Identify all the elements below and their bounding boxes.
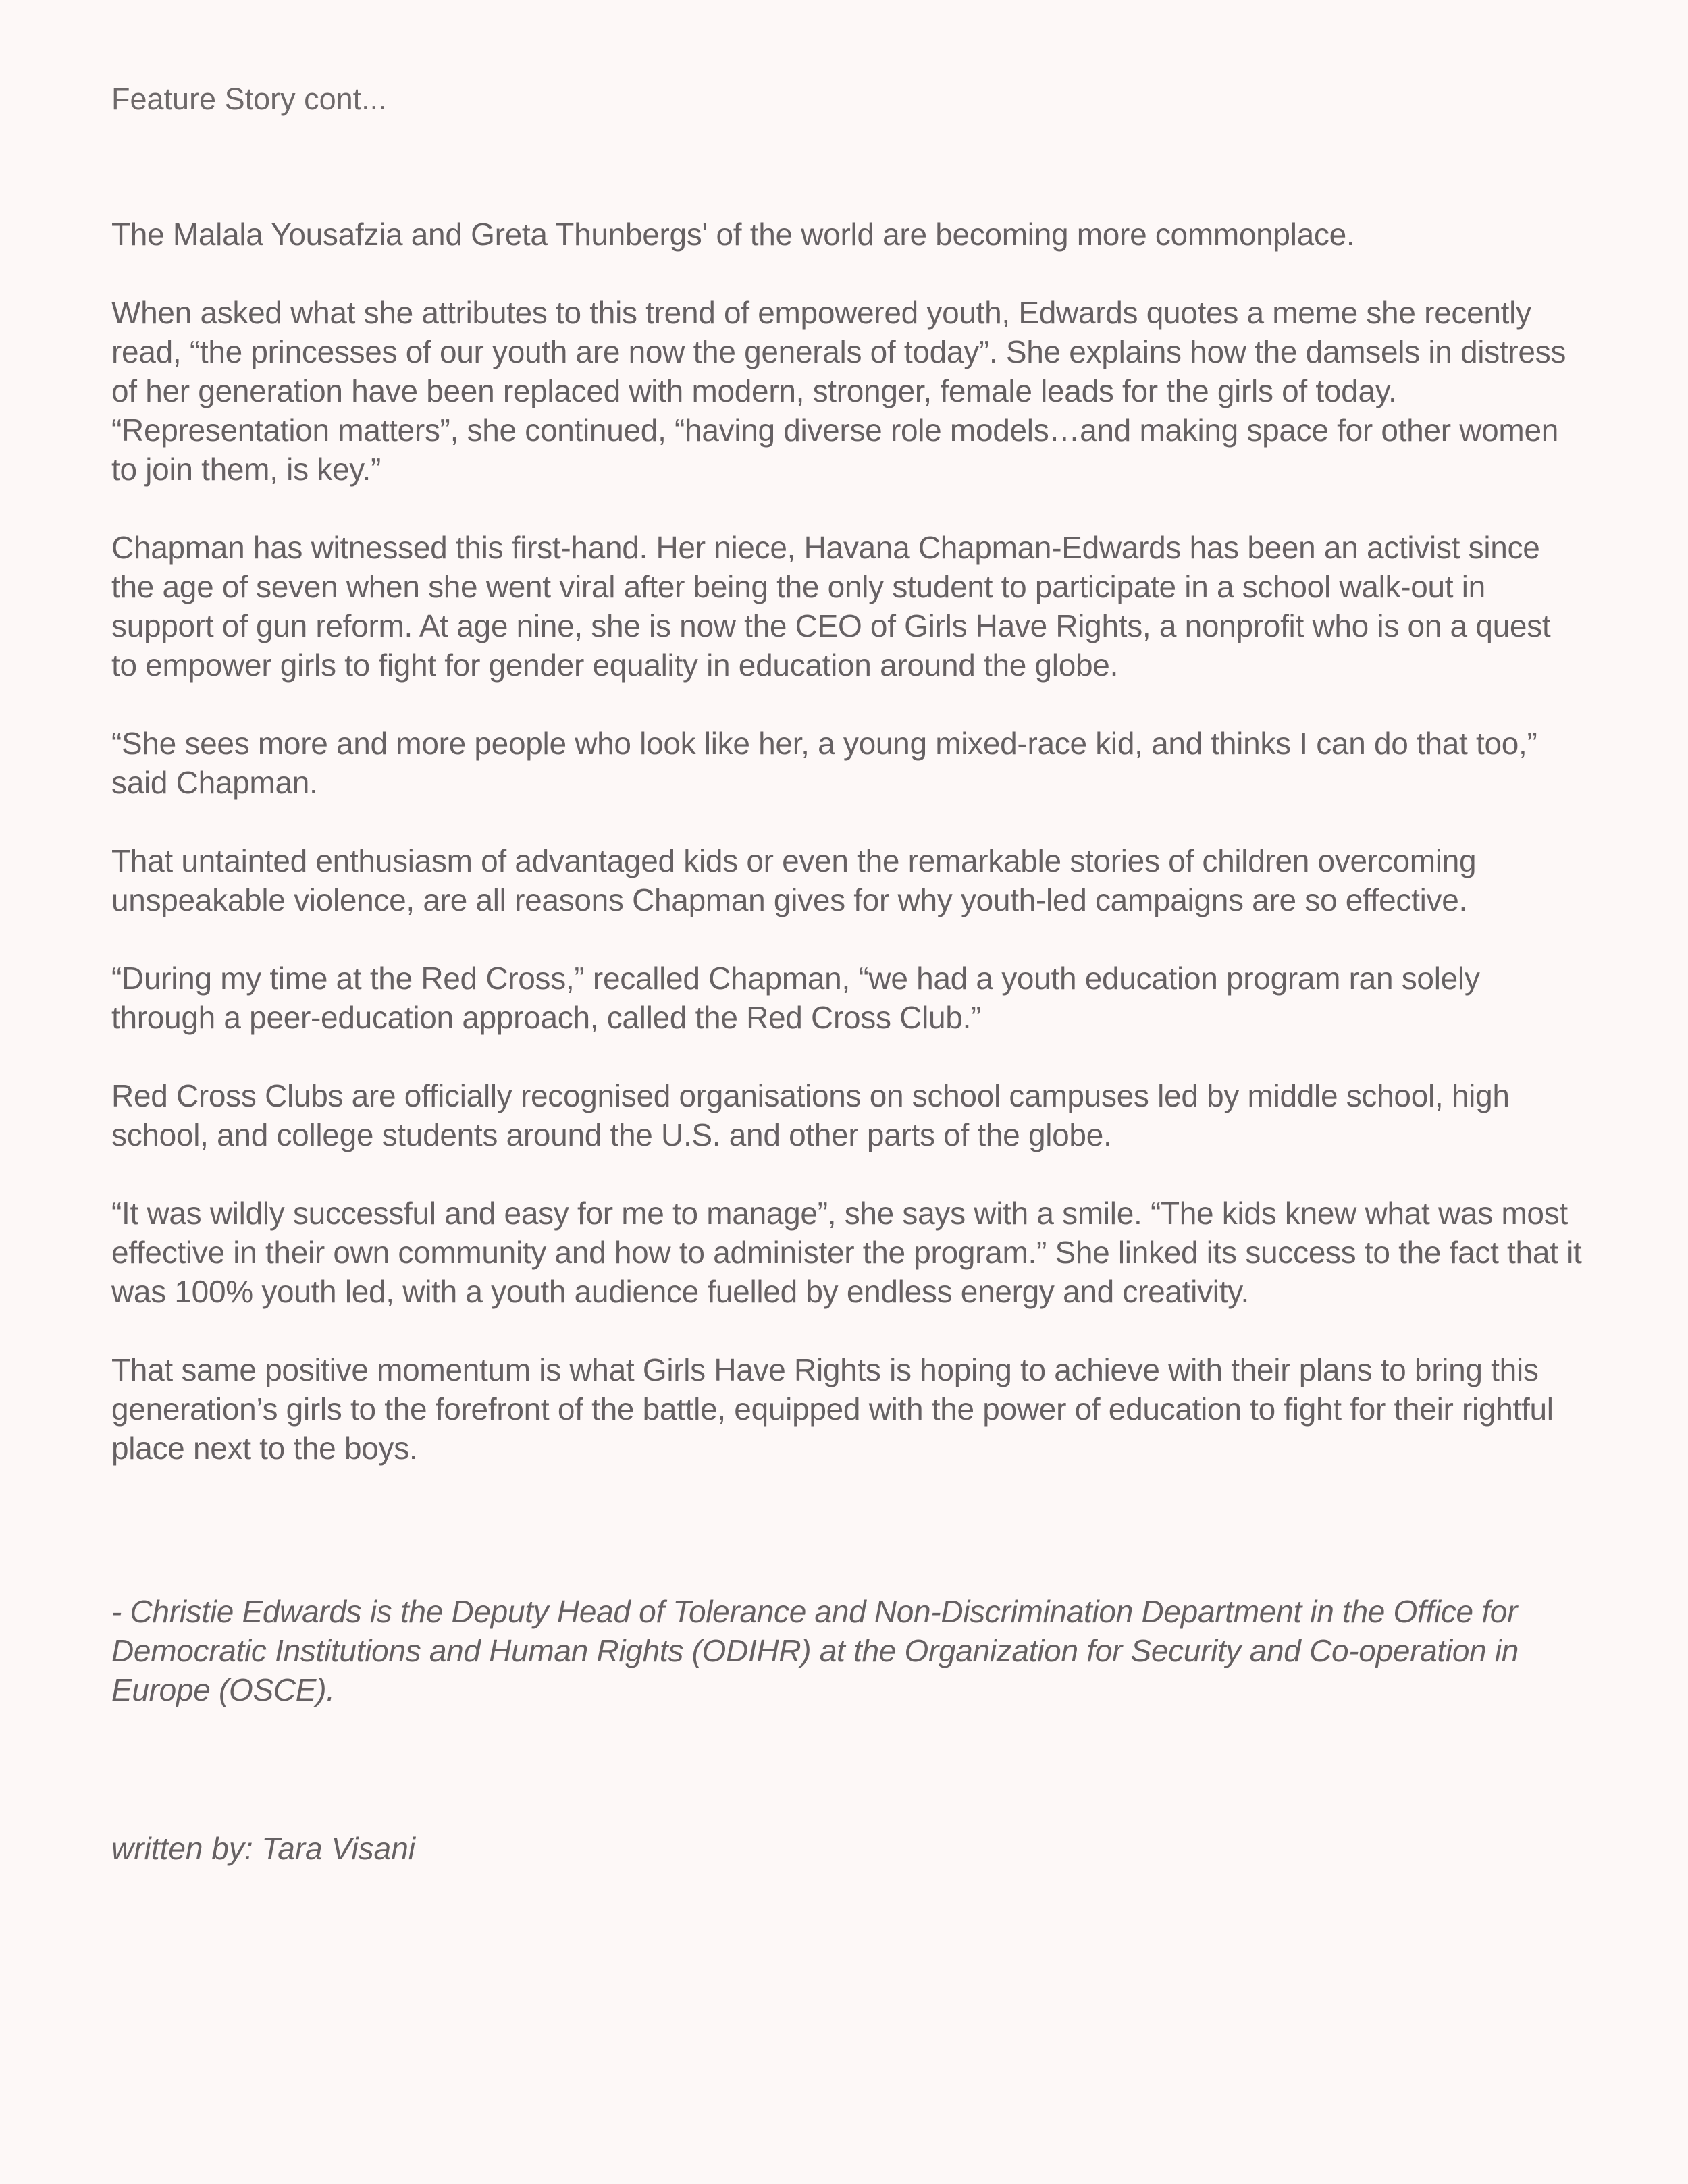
section-header: Feature Story cont... bbox=[111, 82, 387, 116]
paragraph-6: “During my time at the Red Cross,” recalled Chapman, “we had a youth education program ran solely through a peer-education approach, called the Red Cross Club.” bbox=[111, 961, 1480, 1035]
paragraph-8: “It was wildly successful and easy for me to manage”, she says with a smile. “The kids knew what was most effective in their own community and how to administer the program.” She linked its success to the fact that it was 100% youth led, with a youth audience fuelled by endless energy and creativity. bbox=[111, 1196, 1582, 1309]
paragraph-2: When asked what she attributes to this trend of empowered youth, Edwards quotes a meme she recently read, “the princesses of our youth are now the generals of today”. She explains how the damsels in distress of her generation have been replaced with modern, stronger, female leads for the girls of today. “Representation matters”, she continued, “having diverse role models…and making space for other women to join them, is key.” bbox=[111, 295, 1566, 487]
paragraph-3: Chapman has witnessed this first-hand. Her niece, Havana Chapman-Edwards has been an activist since the age of seven when she went viral after being the only student to participate in a school walk-out in support of gun reform. At age nine, she is now the CEO of Girls Have Rights, a nonprofit who is on a quest to empower girls to fight for gender equality in education around the globe. bbox=[111, 530, 1551, 683]
paragraph-1: The Malala Yousafzia and Greta Thunbergs' of the world are becoming more commonplace. bbox=[111, 217, 1355, 252]
article-body bbox=[111, 215, 1583, 1507]
paragraph-5: That untainted enthusiasm of advantaged kids or even the remarkable stories of children overcoming unspeakable violence, are all reasons Chapman gives for why youth-led campaigns are so effective. bbox=[111, 843, 1477, 917]
byline: written by: Tara Visani bbox=[111, 1831, 416, 1866]
paragraph-9: That same positive momentum is what Girls Have Rights is hoping to achieve with their plans to bring this generation’s girls to the forefront of the battle, equipped with the power of education to fight for their rightful place next to the boys. bbox=[111, 1352, 1554, 1466]
paragraph-4: “She sees more and more people who look like her, a young mixed-race kid, and thinks I can do that too,” said Chapman. bbox=[111, 726, 1537, 800]
paragraph-7: Red Cross Clubs are officially recognised organisations on school campuses led by middle school, high school, and college students around the U.S. and other parts of the globe. bbox=[111, 1078, 1510, 1152]
author-bio: - Christie Edwards is the Deputy Head of Tolerance and Non-Discrimination Department in the Office for Democratic Institutions and Human Rights (ODIHR) at the Organization for Security and Co-operation in Europe (OSCE). bbox=[111, 1594, 1519, 1707]
